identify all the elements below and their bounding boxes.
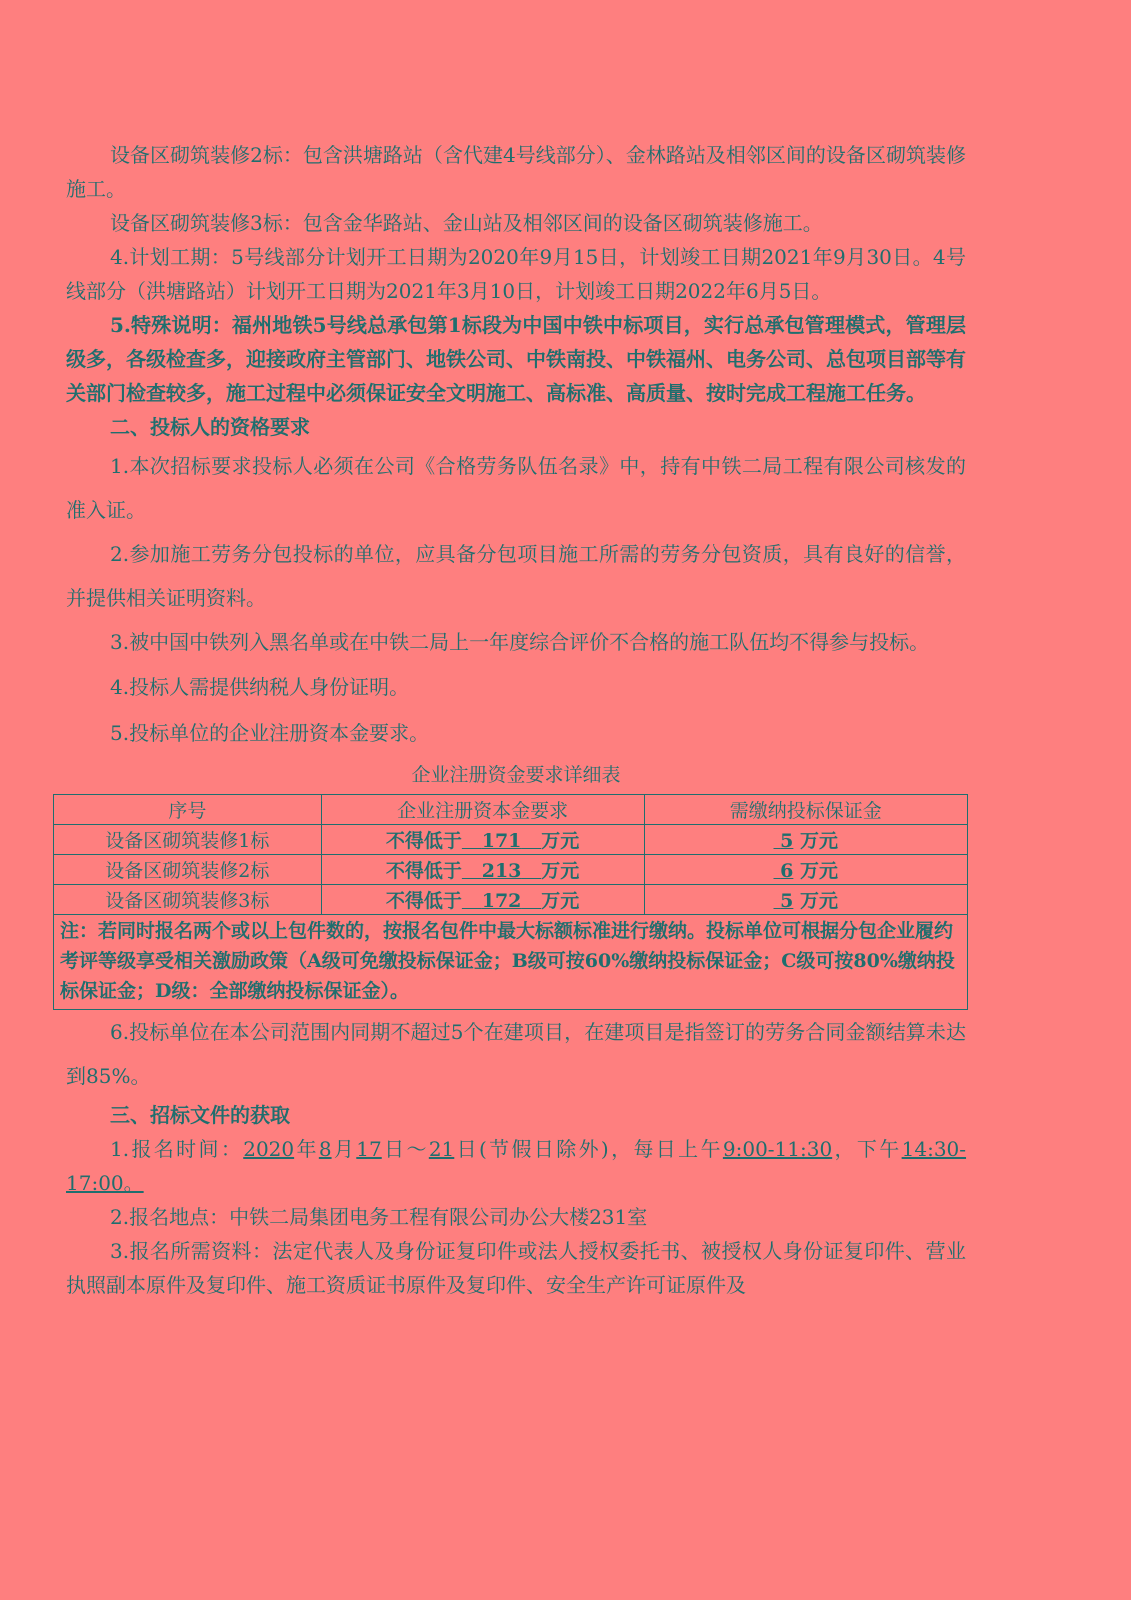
paragraph-lot3: 设备区砌筑装修3标：包含金华路站、金山站及相邻区间的设备区砌筑装修施工。 bbox=[110, 211, 823, 235]
header-index: 序号 bbox=[54, 795, 322, 825]
paragraph-registration-time: 1.报名时间：2020年8月17日～21日(节假日除外)，每日上午9:00-11:30，下午14:30-17:00。 bbox=[66, 1137, 967, 1195]
paragraph-registration-materials: 3.报名所需资料：法定代表人及身份证复印件或法人授权委托书、被授权人身份证复印件、营业执照副本原件及复印件、施工资质证书原件及复印件、安全生产许可证原件及 bbox=[66, 1239, 966, 1297]
row-deposit: 5 万元 bbox=[644, 885, 967, 915]
row-deposit: 5 万元 bbox=[644, 825, 967, 855]
deposit-value: 5 bbox=[780, 830, 794, 852]
table-note: 注：若同时报名两个或以上包件数的，按报名包件中最大标额标准进行缴纳。投标单位可根据分包企业履约考评等级享受相关激励政策（A级可免缴投标保证金；B级可按60%缴纳投标保证金；C级可按80%缴纳投标保证金；D级：全部缴纳投标保证金）。 bbox=[54, 915, 968, 1010]
paragraph-qualification-5: 5.投标单位的企业注册资本金要求。 bbox=[110, 721, 430, 745]
paragraph-special-note: 5.特殊说明：福州地铁5号线总承包第1标段为中国中铁中标项目，实行总承包管理模式，管理层级多，各级检查多，迎接政府主管部门、地铁公司、中铁南投、中铁福州、电务公司、总包项目部等有关部门检查较多，施工过程中必须保证安全文明施工、高标准、高质量、按时完成工程施工任务。 bbox=[66, 313, 966, 405]
capital-value: 171 bbox=[481, 830, 522, 852]
section-heading-documents: 三、招标文件的获取 bbox=[110, 1103, 290, 1127]
paragraph-lot2: 设备区砌筑装修2标：包含洪塘路站（含代建4号线部分）、金林路站及相邻区间的设备区砌筑装修施工。 bbox=[66, 143, 966, 201]
table-title: 企业注册资金要求详细表 bbox=[411, 764, 621, 786]
row-name: 设备区砌筑装修2标 bbox=[54, 855, 322, 885]
table-row bbox=[54, 885, 968, 915]
header-capital: 企业注册资本金要求 bbox=[321, 795, 644, 825]
row-name: 设备区砌筑装修1标 bbox=[54, 825, 322, 855]
table-header-row bbox=[54, 795, 968, 825]
row-deposit: 6 万元 bbox=[644, 855, 967, 885]
table-row bbox=[54, 825, 968, 855]
paragraph-qualification-3: 3.被中国中铁列入黑名单或在中铁二局上一年度综合评价不合格的施工队伍均不得参与投标。 bbox=[110, 630, 930, 654]
capital-value: 172 bbox=[481, 890, 522, 912]
capital-value: 213 bbox=[481, 860, 522, 882]
row-name: 设备区砌筑装修3标 bbox=[54, 885, 322, 915]
capital-requirements-table bbox=[53, 794, 968, 1010]
paragraph-qualification-6: 6.投标单位在本公司范围内同期不超过5个在建项目，在建项目是指签订的劳务合同金额结算未达到85%。 bbox=[66, 1020, 966, 1088]
paragraph-qualification-2: 2.参加施工劳务分包投标的单位，应具备分包项目施工所需的劳务分包资质，具有良好的信誉，并提供相关证明资料。 bbox=[66, 542, 966, 610]
table-row bbox=[54, 855, 968, 885]
row-capital: 不得低于 171 万元 bbox=[321, 825, 644, 855]
document-page bbox=[60, 138, 967, 1302]
deposit-value: 5 bbox=[780, 890, 794, 912]
row-capital: 不得低于 172 万元 bbox=[321, 885, 644, 915]
paragraph-registration-location: 2.报名地点：中铁二局集团电务工程有限公司办公大楼231室 bbox=[110, 1205, 648, 1229]
paragraph-schedule: 4.计划工期：5号线部分计划开工日期为2020年9月15日，计划竣工日期2021年9月30日。4号线部分（洪塘路站）计划开工日期为2021年3月10日，计划竣工日期2022年6月5日。 bbox=[66, 245, 966, 303]
paragraph-qualification-1: 1.本次招标要求投标人必须在公司《合格劳务队伍名录》中，持有中铁二局工程有限公司核发的准入证。 bbox=[66, 454, 966, 522]
deposit-value: 6 bbox=[780, 860, 794, 882]
row-capital: 不得低于 213 万元 bbox=[321, 855, 644, 885]
section-heading-qualifications: 二、投标人的资格要求 bbox=[110, 415, 310, 439]
header-deposit: 需缴纳投标保证金 bbox=[644, 795, 967, 825]
table-note-row bbox=[54, 915, 968, 1010]
paragraph-qualification-4: 4.投标人需提供纳税人身份证明。 bbox=[110, 675, 410, 699]
